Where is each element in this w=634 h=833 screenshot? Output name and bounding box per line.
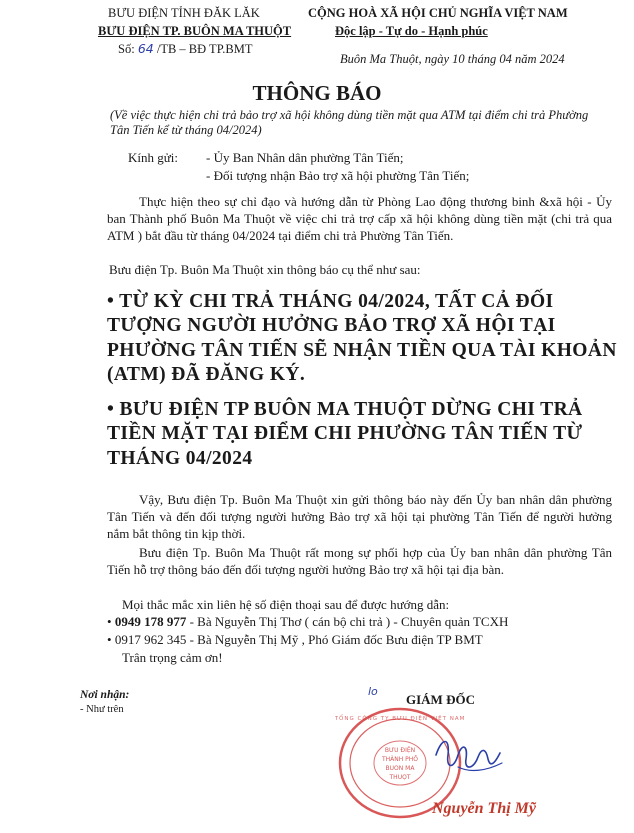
noi-nhan-item: - Như trên: [80, 704, 124, 715]
org-name-province: BƯU ĐIỆN TỈNH ĐĂK LĂK: [108, 6, 260, 20]
contact-phone: 0949 178 977: [114, 614, 187, 629]
announcement-highlight: • BƯU ĐIỆN TP BUÔN MA THUỘT DỪNG CHI TRẢ TIỀN MẶT TẠI ĐIỂM CHI PHƯỜNG TÂN TIẾN TỪ THÁNG 04/2024: [107, 399, 583, 469]
nation-motto: Độc lập - Tự do - Hạnh phúc: [335, 24, 488, 38]
recipient-item: - Đối tượng nhận Bảo trợ xã hội phường Tân Tiến;: [206, 168, 470, 183]
initial-mark: lo: [368, 685, 378, 698]
body-paragraph: Bưu điện Tp. Buôn Ma Thuột rất mong sự phối hợp của Ủy ban nhân dân phường Tân Tiến hỗ trợ thông báo đến đối tượng người hưởng Bảo trợ xã hội tại địa bàn.: [107, 545, 612, 577]
recipients-label: Kính gửi:: [128, 150, 179, 165]
handwritten-signature: [428, 725, 508, 780]
contact-line: • 0917 962 345 - Bà Nguyễn Thị Mỹ , Phó Giám đốc Bưu điện TP BMT: [107, 632, 483, 647]
body-paragraph: Bưu điện Tp. Buôn Ma Thuột xin thông báo cụ thể như sau:: [109, 262, 421, 277]
so-suffix: /TB – BĐ TP.BMT: [156, 42, 253, 56]
contact-phone: 0917 962 345: [114, 632, 187, 647]
contact-line: • 0949 178 977 - Bà Nguyễn Thị Thơ ( cán bộ chi trả ) - Chuyên quản TCXH: [107, 614, 509, 629]
page-title: THÔNG BÁO: [252, 81, 382, 105]
document-date: Buôn Ma Thuột, ngày 10 tháng 04 năm 2024: [340, 52, 565, 66]
recipient-item: - Ủy Ban Nhân dân phường Tân Tiến;: [206, 150, 404, 165]
closing-thanks: Trân trọng cảm ơn!: [122, 650, 223, 665]
announcement-highlight: • TỪ KỲ CHI TRẢ THÁNG 04/2024, TẤT CẢ ĐỐI TƯỢNG NGƯỜI HƯỞNG BẢO TRỢ XÃ HỘI TẠI PHƯỜNG TÂN TIẾN SẼ NHẬN TIỀN QUA TÀI KHOẢN (ATM) ĐÃ ĐĂNG KÝ.: [107, 291, 617, 386]
document-number: [118, 41, 252, 57]
nation-title: CỘNG HOÀ XÃ HỘI CHỦ NGHĨA VIỆT NAM: [308, 6, 568, 20]
contact-intro: Mọi thắc mắc xin liên hệ số điện thoại sau để được hướng dẫn:: [122, 597, 450, 612]
body-paragraph: Thực hiện theo sự chỉ đạo và hướng dẫn từ Phòng Lao động thương binh &xã hội - Ủy ban Thành phố Buôn Ma Thuột về việc chi trả trợ cấp xã hội không dùng tiền mặt (chi trả qua ATM ) bắt đầu từ tháng 04/2024 tại điểm chi trả Phường Tân Tiến.: [107, 194, 612, 243]
so-label: Số:: [118, 42, 135, 56]
contact-desc: - Bà Nguyễn Thị Mỹ , Phó Giám đốc Bưu điện TP BMT: [186, 632, 483, 647]
signer-name: Nguyễn Thị Mỹ: [432, 800, 536, 817]
svg-text:TỔNG CÔNG TY BƯU ĐIỆN VIỆT NAM: TỔNG CÔNG TY BƯU ĐIỆN VIỆT NAM: [335, 716, 465, 722]
org-name-city: BƯU ĐIỆN TP. BUÔN MA THUỘT: [98, 24, 292, 38]
svg-text:BUÔN MA: BUÔN MA: [385, 765, 415, 772]
contact-desc: - Bà Nguyễn Thị Thơ ( cán bộ chi trả ) - Chuyên quản TCXH: [186, 614, 509, 629]
svg-text:THUỘT: THUỘT: [389, 774, 411, 781]
page-subtitle: (Về việc thực hiện chi trả bảo trợ xã hội không dùng tiền mặt qua ATM tại điểm chi trả Phường Tân Tiến kể từ tháng 04/2024): [110, 108, 589, 138]
svg-text:THÀNH PHỐ: THÀNH PHỐ: [381, 756, 419, 763]
signer-position: GIÁM ĐỐC: [406, 692, 475, 707]
noi-nhan-label: Nơi nhận:: [80, 689, 130, 701]
body-paragraph: Vậy, Bưu điện Tp. Buôn Ma Thuột xin gửi thông báo này đến Ủy ban nhân dân phường Tân Tiến và đến đối tượng người hưởng Bảo trợ xã hội tại phường Tân Tiến để người hưởng nắm bắt thông tin kịp thời.: [107, 492, 612, 541]
so-number: 64: [137, 41, 154, 56]
svg-text:BƯU ĐIỆN: BƯU ĐIỆN: [384, 747, 416, 754]
